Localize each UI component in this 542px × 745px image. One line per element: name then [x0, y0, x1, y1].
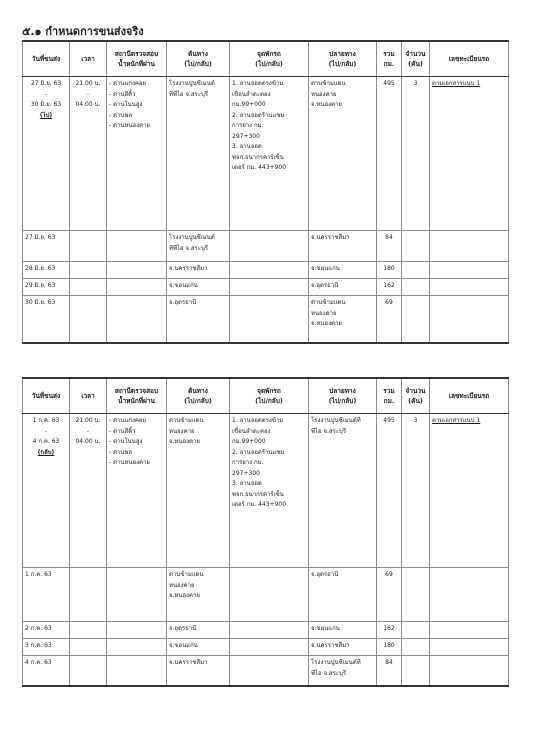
header-destination: ปลายทาง (ไป/กลับ): [309, 378, 377, 414]
table-row: [23, 262, 509, 279]
cell-weigh-stations: [107, 656, 167, 686]
cell-destination: โรงงานปูนซีเมนต์ที พีไอ จ.สระบุรี: [309, 414, 377, 568]
cell-vehicle-count: [402, 656, 430, 686]
cell-registration: [430, 656, 509, 686]
cell-total-km: 162: [377, 279, 402, 296]
cell-registration: [430, 262, 509, 279]
cell-origin: ด่านข้ามแดน หนองคาย จ.หนองคาย: [167, 414, 230, 568]
header-total-km: รวม กม.: [377, 378, 402, 414]
cell-vehicle-count: [402, 279, 430, 296]
cell-time: [70, 231, 107, 262]
cell-origin: จ.นครราชสีมา: [167, 656, 230, 686]
cell-date: 1 ก.ค. 63: [23, 568, 70, 622]
header-rest-stop: จุดพักรถ (ไป/กลับ): [230, 41, 309, 77]
cell-destination: ด่านข้ามแดน หนองคาย จ.หนองคาย: [309, 296, 377, 343]
cell-registration: [430, 568, 509, 622]
cell-total-km: 84: [377, 656, 402, 686]
header-rest-stop: จุดพักรถ (ไป/กลับ): [230, 378, 309, 414]
cell-vehicle-count: [402, 231, 430, 262]
cell-date: 30 มิ.ย. 63: [23, 296, 70, 343]
cell-time: 21.00 น. - 04.00 น.: [70, 414, 107, 568]
cell-rest-stops: [230, 231, 309, 262]
cell-rest-stops: [230, 279, 309, 296]
cell-destination: จ.นครราชสีมา: [309, 231, 377, 262]
header-registration: เลขทะเบียนรถ: [430, 378, 509, 414]
cell-date: 2 ก.ค. 63: [23, 622, 70, 639]
cell-destination: ด่านข้ามแดน หนองคาย จ.หนองคาย: [309, 77, 377, 231]
table-row-main: [23, 77, 509, 231]
header-vehicle-count: จำนวน (คัน): [402, 41, 430, 77]
cell-weigh-stations: [107, 296, 167, 343]
cell-vehicle-count: [402, 622, 430, 639]
cell-registration-link[interactable]: ตามเอกสารแนบ 1: [430, 414, 509, 568]
cell-vehicle-count: [402, 568, 430, 622]
cell-registration-link[interactable]: ตามเอกสารแนบ 1: [430, 77, 509, 231]
cell-weigh-stations: [107, 639, 167, 656]
cell-total-km: 180: [377, 262, 402, 279]
cell-date: 29 มิ.ย. 63: [23, 279, 70, 296]
table-header: [23, 378, 509, 414]
cell-origin: ด่านข้ามแดน หนองคาย จ.หนองคาย: [167, 568, 230, 622]
table-row: [23, 656, 509, 686]
cell-registration: [430, 296, 509, 343]
cell-total-km: 162: [377, 622, 402, 639]
cell-date: 3 ก.ค. 63: [23, 639, 70, 656]
cell-vehicle-count: 3: [402, 414, 430, 568]
cell-time: [70, 279, 107, 296]
cell-vehicle-count: [402, 639, 430, 656]
cell-time: [70, 568, 107, 622]
cell-weigh-stations: [107, 622, 167, 639]
cell-origin: โรงงานปูนซีเมนต์ ทีพีไอ จ.สระบุรี: [167, 231, 230, 262]
cell-registration: [430, 231, 509, 262]
cell-destination: จ.อุดรธานี: [309, 568, 377, 622]
header-date: วันที่ขนส่ง: [23, 378, 70, 414]
header-weigh-station: สถานีตรวจสอบ น้ำหนักที่ผ่าน: [107, 378, 167, 414]
cell-time: [70, 622, 107, 639]
cell-total-km: 69: [377, 296, 402, 343]
cell-total-km: 495: [377, 77, 402, 231]
cell-time: 21.00 น. - 04.00 น.: [70, 77, 107, 231]
cell-date: 4 ก.ค. 63: [23, 656, 70, 686]
header-weigh-station: สถานีตรวจสอบ น้ำหนักที่ผ่าน: [107, 41, 167, 77]
cell-destination: จ.นครราชสีมา: [309, 639, 377, 656]
cell-weigh-stations: - ด่านแก่งคอย - ด่านสีคิ้ว - ด่านโนนสูง - ด่านพล - ด่านหนองคาย: [107, 414, 167, 568]
cell-destination: จ.อุดรธานี: [309, 279, 377, 296]
cell-rest-stops: [230, 568, 309, 622]
cell-rest-stops: [230, 622, 309, 639]
cell-origin: จ.อุดรธานี: [167, 622, 230, 639]
cell-origin: จ.ขอนแก่น: [167, 639, 230, 656]
header-origin: ต้นทาง (ไป/กลับ): [167, 378, 230, 414]
table-row: [23, 296, 509, 343]
transport-schedule-table-outbound: [22, 40, 509, 344]
cell-rest-stops: [230, 262, 309, 279]
cell-weigh-stations: [107, 231, 167, 262]
header-time: เวลา: [70, 378, 107, 414]
cell-total-km: 69: [377, 568, 402, 622]
cell-rest-stops: 1. ลานจอดตรงข้าม เขื่อนลำตะคอง กม.99+000 2. ลานจอดร้านแซม การยาง กม. 297+300 3. ลานจอด พจก.ธนากรคาร์เซ็น เตอร์ กม. 443+900: [230, 414, 309, 568]
cell-date: 28 มิ.ย. 63: [23, 262, 70, 279]
table-row: [23, 622, 509, 639]
cell-rest-stops: [230, 296, 309, 343]
header-date: วันที่ขนส่ง: [23, 41, 70, 77]
header-time: เวลา: [70, 41, 107, 77]
section-title: ๕.๑ กำหนดการขนส่งจริง: [22, 25, 144, 38]
cell-destination: โรงงานปูนซีเมนต์ที พีไอ จ.สระบุรี: [309, 656, 377, 686]
cell-date: 27 มิ.ย. 63: [23, 231, 70, 262]
cell-origin: โรงงานปูนซีเมนต์ ทีพีไอ จ.สระบุรี: [167, 77, 230, 231]
cell-date: 1 ก.ค. 63 - 4 ก.ค. 63 (กลับ): [23, 414, 70, 568]
cell-time: [70, 639, 107, 656]
cell-vehicle-count: [402, 262, 430, 279]
table-row: [23, 279, 509, 296]
cell-destination: จ.ขอนแก่น: [309, 262, 377, 279]
cell-total-km: 495: [377, 414, 402, 568]
table-header: [23, 41, 509, 77]
cell-total-km: 84: [377, 231, 402, 262]
table-row-main: [23, 414, 509, 568]
cell-destination: จ.ขอนแก่น: [309, 622, 377, 639]
cell-origin: จ.ขอนแก่น: [167, 279, 230, 296]
cell-time: [70, 262, 107, 279]
cell-vehicle-count: [402, 296, 430, 343]
header-vehicle-count: จำนวน (คัน): [402, 378, 430, 414]
cell-origin: จ.นครราชสีมา: [167, 262, 230, 279]
header-total-km: รวม กม.: [377, 41, 402, 77]
header-registration: เลขทะเบียนรถ: [430, 41, 509, 77]
cell-vehicle-count: 3: [402, 77, 430, 231]
cell-rest-stops: [230, 639, 309, 656]
cell-rest-stops: 1. ลานจอดตรงข้าม เขื่อนลำตะคอง กม.99+000 2. ลานจอดร้านแซม การยาง กม. 297+300 3. ลานจอด พจก.ธนากรคาร์เซ็น เตอร์ กม. 443+900: [230, 77, 309, 231]
cell-registration: [430, 639, 509, 656]
table-row: [23, 568, 509, 622]
cell-registration: [430, 622, 509, 639]
cell-time: [70, 656, 107, 686]
cell-weigh-stations: - ด่านแก่งคอย - ด่านสีคิ้ว - ด่านโนนสูง - ด่านพล - ด่านหนองคาย: [107, 77, 167, 231]
transport-schedule-table-return: [22, 377, 509, 687]
cell-registration: [430, 279, 509, 296]
header-origin: ต้นทาง (ไป/กลับ): [167, 41, 230, 77]
cell-time: [70, 296, 107, 343]
cell-rest-stops: [230, 656, 309, 686]
table-row: [23, 639, 509, 656]
cell-date: 27 มิ.ย. 63 - 30 มิ.ย. 63 (ไป): [23, 77, 70, 231]
header-destination: ปลายทาง (ไป/กลับ): [309, 41, 377, 77]
cell-weigh-stations: [107, 568, 167, 622]
cell-total-km: 180: [377, 639, 402, 656]
cell-weigh-stations: [107, 279, 167, 296]
table-row: [23, 231, 509, 262]
cell-origin: จ.อุดรธานี: [167, 296, 230, 343]
cell-weigh-stations: [107, 262, 167, 279]
